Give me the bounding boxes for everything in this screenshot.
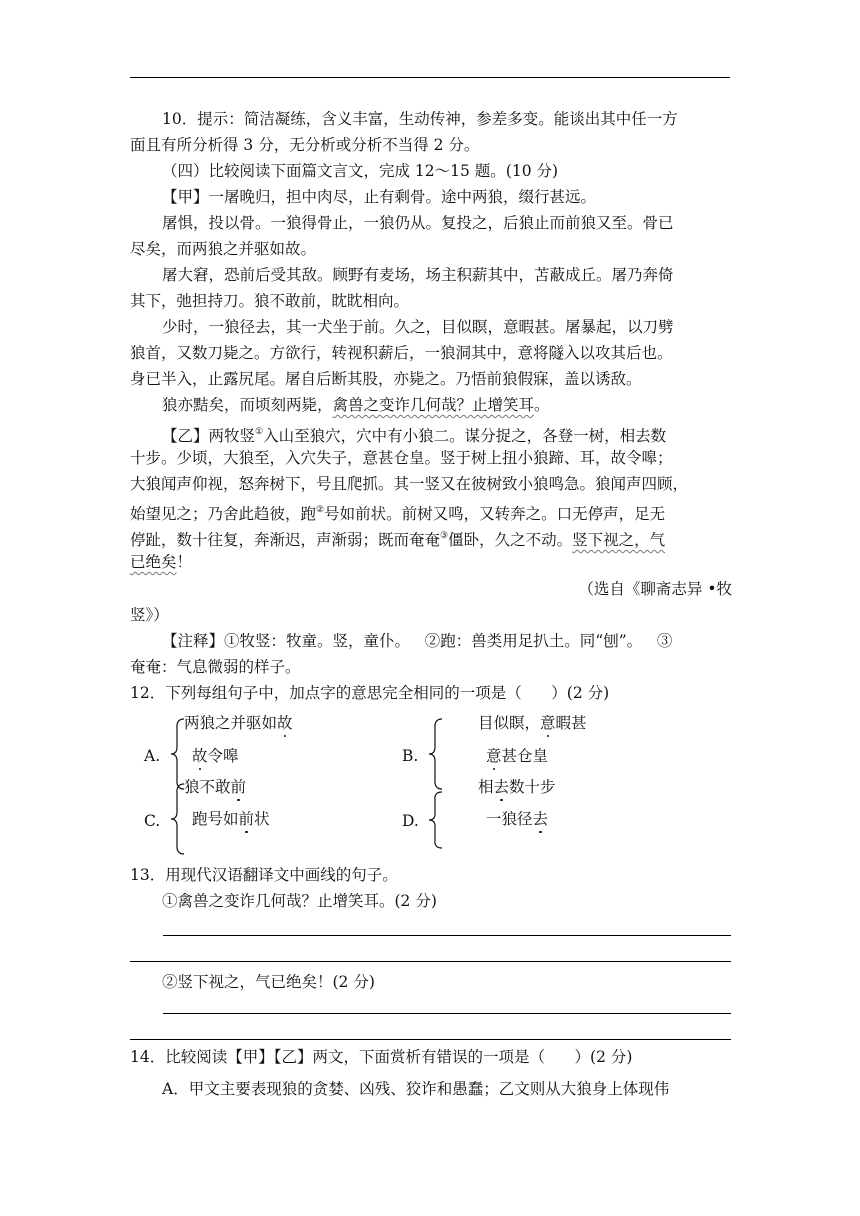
q12-c2: 跑号如前状 — [192, 810, 270, 828]
q12-option-a-label: A. — [144, 747, 161, 765]
yi-line-1 — [130, 420, 732, 448]
yi-l5-pre: 停趾，数十往复，奔渐迟，声渐弱；既而奄奄 — [130, 531, 441, 549]
underlined-sentence-1: 禽兽之变诈几何哉？止增笑耳 — [332, 396, 535, 414]
brace-b — [428, 717, 444, 791]
answer-line-2[interactable] — [130, 961, 731, 962]
answer-line-1[interactable] — [163, 935, 731, 936]
yi-l6-post: ！ — [176, 553, 193, 571]
yi-l5-mid: 僵卧，久之不动。 — [448, 531, 573, 549]
dot-mark: 前 — [230, 778, 247, 796]
answer-line-4[interactable] — [130, 1039, 731, 1040]
underlined-sentence-2a: 竖下视之，气 — [572, 531, 666, 549]
q10-line-1: 10．提示：简洁凝练，含义丰富，生动传神，参差多变。能谈出其中任一方 — [162, 110, 678, 128]
answer-line-3[interactable] — [163, 1013, 731, 1014]
notes-line-2: 奄奄：气息微弱的样子。 — [130, 658, 301, 676]
yi-line-5 — [130, 524, 732, 552]
underlined-sentence-2b: 已绝矣 — [130, 553, 177, 571]
dot-mark: 去 — [532, 810, 549, 828]
jia-p4-line-2: 狼首，又数刀毙之。方欲行，转视积薪后，一狼洞其中，意将隧入以攻其后也。 — [130, 344, 673, 362]
q12-option-c-label: C. — [144, 812, 161, 830]
dot-mark: 故 — [277, 714, 293, 732]
yi-l1-pre: 【乙】两牧竖 — [162, 427, 256, 445]
jia-p2-line-1: 屠惧，投以骨。一狼得骨止，一狼仍从。复投之，后狼止而前狼又至。骨已 — [162, 214, 674, 232]
footnote-ref-1: ① — [255, 427, 264, 437]
source-line-2: 竖》） — [130, 606, 169, 624]
q13-s1: ①禽兽之变诈几何哉？止增笑耳。(2 分) — [162, 892, 437, 910]
jia-p5-text: 狼亦黠矣，而顷刻两毙， — [162, 396, 333, 414]
q12-a1: 两狼之并驱如故 — [184, 714, 293, 732]
jia-p1: 【甲】一屠晚归，担中肉尽，止有剩骨。途中两狼，缀行甚远。 — [162, 188, 597, 206]
q14-stem: 14．比较阅读【甲】【乙】两文，下面赏析有错误的一项是（ ）(2 分) — [130, 1048, 633, 1066]
jia-p4-line-1: 少时，一狼径去，其一犬坐于前。久之，目似瞑，意暇甚。屠暴起，以刀劈 — [162, 318, 674, 336]
q14-option-a: A．甲文主要表现狼的贪婪、凶残、狡诈和愚蠢；乙文则从大狼身上体现伟 — [162, 1080, 670, 1098]
notes-line-1: 【注释】①牧竖：牧童。竖，童仆。 ②跑：兽类用足扒土。同“刨”。 ③ — [162, 632, 673, 650]
dot-mark: 故 — [192, 747, 208, 765]
q12-option-d-label: D. — [402, 812, 419, 830]
jia-p5-end: 。 — [534, 396, 550, 414]
dot-mark: 前 — [238, 810, 255, 828]
dot-mark: 去 — [493, 778, 510, 796]
q13-s2: ②竖下视之，气已绝矣！(2 分) — [162, 973, 375, 991]
q12-b1: 目似瞑，意暇甚 — [478, 714, 587, 732]
q12-b2: 意甚仓皇 — [486, 747, 549, 765]
yi-line-3: 大狼闻声仰视，怒奔树下，号且爬抓。其一竖又在彼树致小狼鸣急。狼闻声四顾， — [130, 475, 689, 493]
dot-mark: 意 — [540, 714, 556, 732]
q12-a2: 故令嗥 — [192, 747, 239, 765]
section-4-title: （四）比较阅读下面篇文言文，完成 12～15 题。(10 分) — [162, 162, 559, 180]
footnote-ref-3: ③ — [440, 531, 449, 541]
jia-p2-line-2: 尽矣，而两狼之并驱如故。 — [130, 240, 317, 258]
yi-l1-post: 入山至狼穴，穴中有小狼二。谋分捉之，各登一树，相去数 — [263, 427, 667, 445]
yi-l4-pre: 始望见之；乃舍此趋彼，跑 — [130, 505, 317, 523]
dot-mark: 意 — [486, 747, 502, 765]
footnote-ref-2: ② — [316, 505, 325, 515]
q12-d1: 相去数十步 — [478, 778, 556, 796]
yi-line-4 — [130, 498, 732, 526]
yi-line-2: 十步。少顷，大狼至，入穴失子，意甚仓皇。竖于树上扭小狼蹄、耳，故令嗥； — [130, 449, 673, 467]
yi-line-6 — [130, 550, 732, 574]
jia-p3-line-2: 其下，弛担持刀。狼不敢前，眈眈相向。 — [130, 292, 410, 310]
q12-d2: 一狼径去 — [486, 810, 549, 828]
q12-option-b-label: B. — [402, 747, 419, 765]
jia-p5 — [130, 393, 732, 417]
yi-l4-post: 号如前状。前树又鸣，又转奔之。口无停声，足无 — [324, 505, 666, 523]
jia-p4-line-3: 身已半入，止露尻尾。屠自后断其股，亦毙之。乃悟前狼假寐，盖以诱敌。 — [130, 370, 642, 388]
brace-d — [428, 790, 444, 850]
source-line-1: （选自《聊斋志异 •牧 — [578, 580, 732, 598]
jia-p3-line-1: 屠大窘，恐前后受其敌。顾野有麦场，场主积薪其中，苫蔽成丘。屠乃奔倚 — [162, 266, 674, 284]
q10-line-2: 面且有所分析得 3 分，无分析或分析不当得 2 分。 — [130, 136, 480, 154]
q13-stem: 13．用现代汉语翻译文中画线的句子。 — [130, 866, 398, 884]
header-rule — [130, 77, 730, 78]
q12-stem: 12．下列每组句子中，加点字的意思完全相同的一项是（ ）(2 分) — [130, 684, 610, 702]
q12-c1: 狼不敢前 — [184, 778, 247, 796]
